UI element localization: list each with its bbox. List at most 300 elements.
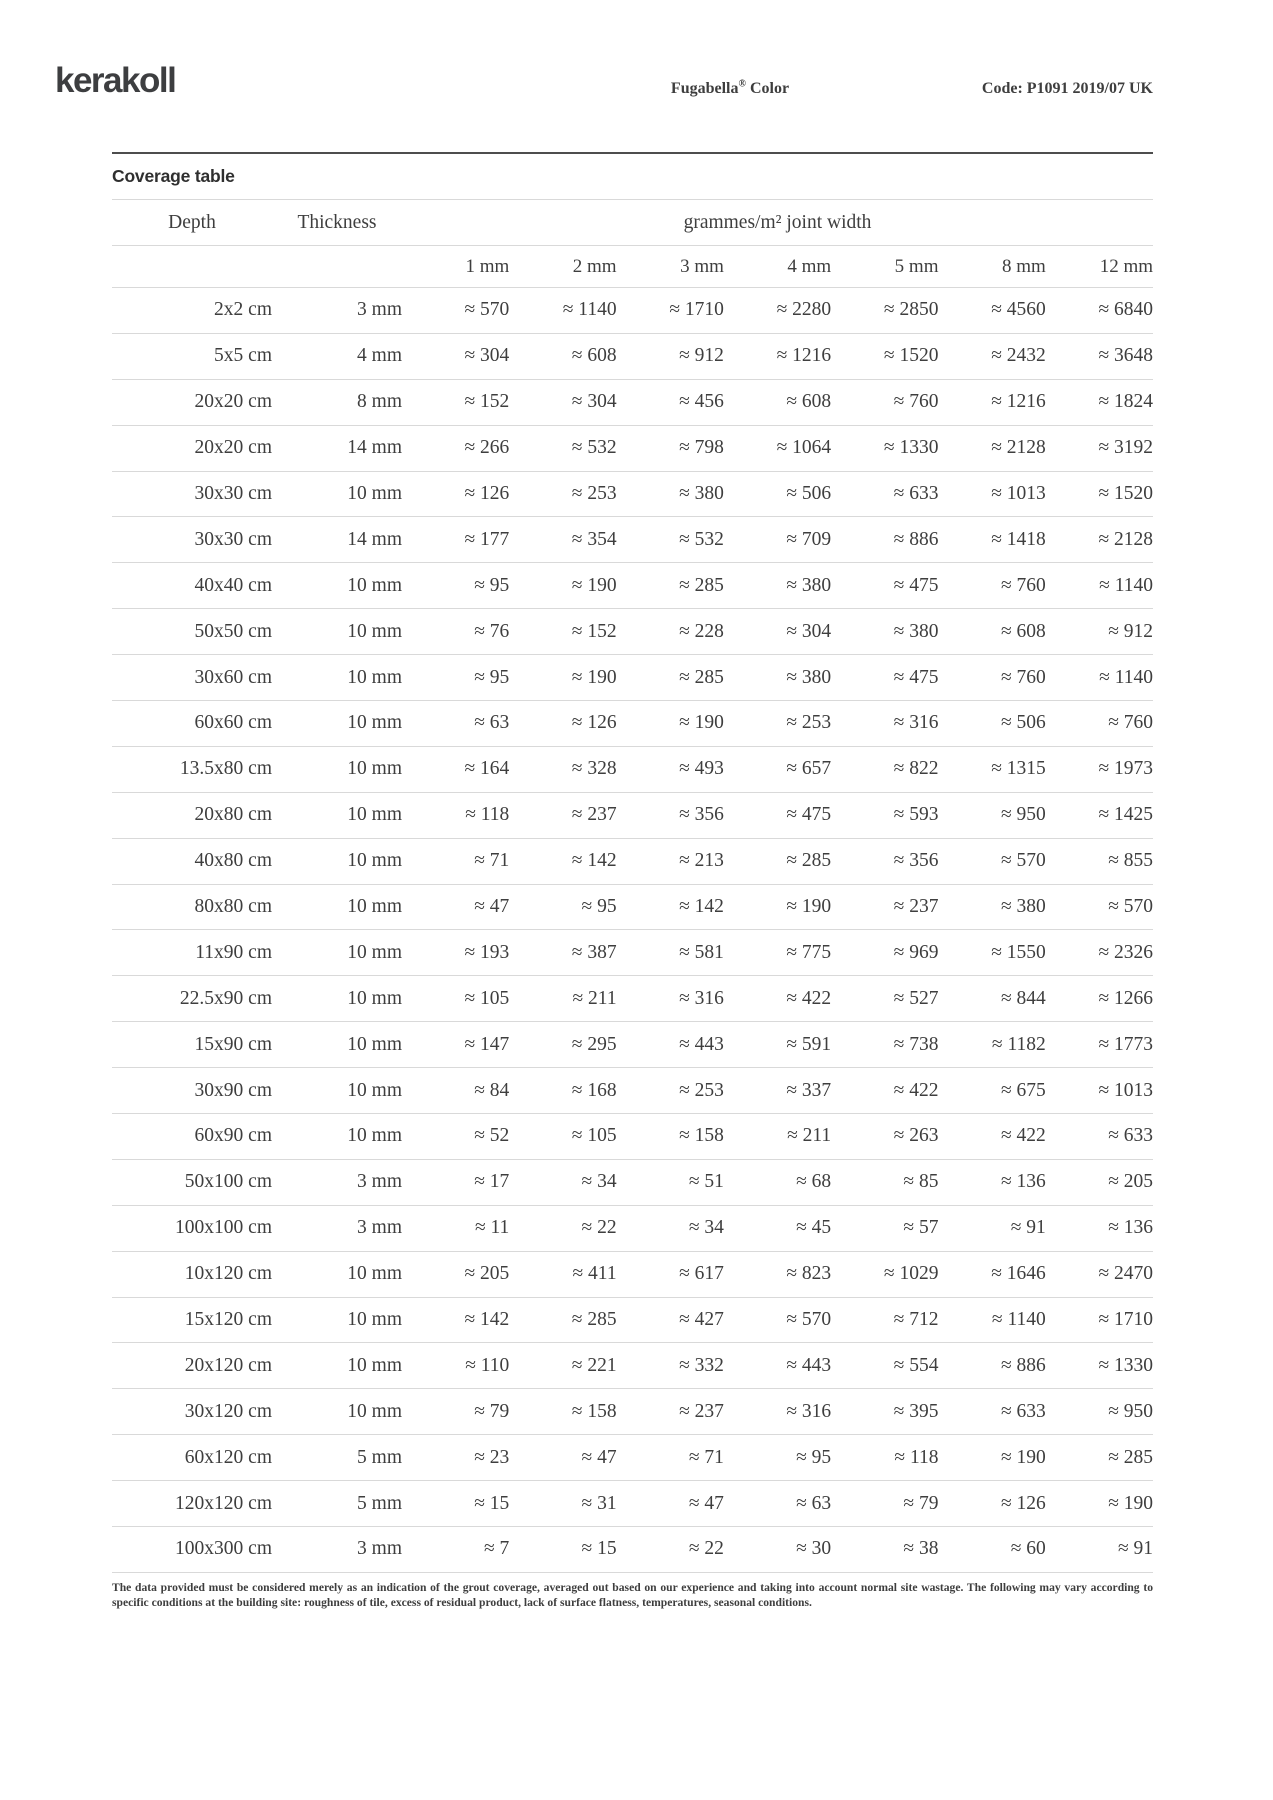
coverage-table <box>112 200 1153 1573</box>
coverage-value-cell: ≈ 1550 <box>938 930 1045 976</box>
depth-column-header: Depth <box>112 200 272 246</box>
coverage-value-cell: ≈ 285 <box>617 655 724 701</box>
thickness-cell: 3 mm <box>272 288 402 334</box>
depth-cell: 30x120 cm <box>112 1389 272 1435</box>
coverage-value-cell: ≈ 95 <box>402 655 509 701</box>
coverage-value-cell: ≈ 211 <box>724 1114 831 1160</box>
coverage-value-cell: ≈ 79 <box>402 1389 509 1435</box>
table-row <box>112 1022 1153 1068</box>
table-row <box>112 288 1153 334</box>
empty-header-cell <box>112 246 272 288</box>
page-header <box>0 0 1273 130</box>
table-row <box>112 792 1153 838</box>
thickness-column-header: Thickness <box>272 200 402 246</box>
joint-width-header-cell: 2 mm <box>509 246 616 288</box>
coverage-value-cell: ≈ 136 <box>1046 1205 1153 1251</box>
coverage-value-cell: ≈ 1216 <box>938 379 1045 425</box>
coverage-value-cell: ≈ 190 <box>1046 1481 1153 1527</box>
coverage-value-cell: ≈ 3192 <box>1046 425 1153 471</box>
coverage-value-cell: ≈ 228 <box>617 609 724 655</box>
coverage-value-cell: ≈ 1710 <box>617 288 724 334</box>
coverage-value-cell: ≈ 211 <box>509 976 616 1022</box>
depth-cell: 5x5 cm <box>112 333 272 379</box>
coverage-value-cell: ≈ 4560 <box>938 288 1045 334</box>
coverage-value-cell: ≈ 253 <box>509 471 616 517</box>
coverage-value-cell: ≈ 475 <box>831 563 938 609</box>
coverage-value-cell: ≈ 633 <box>831 471 938 517</box>
coverage-value-cell: ≈ 295 <box>509 1022 616 1068</box>
coverage-value-cell: ≈ 118 <box>831 1435 938 1481</box>
coverage-value-cell: ≈ 45 <box>724 1205 831 1251</box>
table-row <box>112 1068 1153 1114</box>
coverage-value-cell: ≈ 608 <box>509 333 616 379</box>
coverage-value-cell: ≈ 126 <box>509 701 616 747</box>
coverage-value-cell: ≈ 22 <box>509 1205 616 1251</box>
thickness-cell: 10 mm <box>272 1389 402 1435</box>
coverage-value-cell: ≈ 63 <box>724 1481 831 1527</box>
table-row <box>112 471 1153 517</box>
coverage-value-cell: ≈ 1013 <box>1046 1068 1153 1114</box>
coverage-value-cell: ≈ 237 <box>509 792 616 838</box>
depth-cell: 22.5x90 cm <box>112 976 272 1022</box>
coverage-value-cell: ≈ 253 <box>617 1068 724 1114</box>
coverage-value-cell: ≈ 506 <box>938 701 1045 747</box>
coverage-value-cell: ≈ 91 <box>938 1205 1045 1251</box>
coverage-value-cell: ≈ 738 <box>831 1022 938 1068</box>
depth-cell: 15x90 cm <box>112 1022 272 1068</box>
coverage-value-cell: ≈ 380 <box>724 563 831 609</box>
coverage-value-cell: ≈ 1425 <box>1046 792 1153 838</box>
coverage-value-cell: ≈ 110 <box>402 1343 509 1389</box>
depth-cell: 20x120 cm <box>112 1343 272 1389</box>
depth-cell: 120x120 cm <box>112 1481 272 1527</box>
coverage-value-cell: ≈ 950 <box>1046 1389 1153 1435</box>
coverage-value-cell: ≈ 456 <box>617 379 724 425</box>
coverage-value-cell: ≈ 443 <box>617 1022 724 1068</box>
depth-cell: 60x90 cm <box>112 1114 272 1160</box>
coverage-value-cell: ≈ 2280 <box>724 288 831 334</box>
joint-width-header-cell: 5 mm <box>831 246 938 288</box>
depth-cell: 60x120 cm <box>112 1435 272 1481</box>
coverage-value-cell: ≈ 190 <box>509 655 616 701</box>
coverage-value-cell: ≈ 76 <box>402 609 509 655</box>
coverage-value-cell: ≈ 912 <box>1046 609 1153 655</box>
coverage-value-cell: ≈ 380 <box>617 471 724 517</box>
coverage-value-cell: ≈ 332 <box>617 1343 724 1389</box>
coverage-value-cell: ≈ 57 <box>831 1205 938 1251</box>
coverage-value-cell: ≈ 193 <box>402 930 509 976</box>
coverage-value-cell: ≈ 147 <box>402 1022 509 1068</box>
coverage-value-cell: ≈ 570 <box>724 1297 831 1343</box>
coverage-value-cell: ≈ 570 <box>1046 884 1153 930</box>
depth-cell: 11x90 cm <box>112 930 272 976</box>
thickness-cell: 10 mm <box>272 1114 402 1160</box>
coverage-value-cell: ≈ 71 <box>617 1435 724 1481</box>
product-suffix: Color <box>745 80 790 97</box>
coverage-value-cell: ≈ 136 <box>938 1159 1045 1205</box>
coverage-value-cell: ≈ 60 <box>938 1527 1045 1573</box>
thickness-cell: 8 mm <box>272 379 402 425</box>
coverage-value-cell: ≈ 950 <box>938 792 1045 838</box>
depth-cell: 20x80 cm <box>112 792 272 838</box>
coverage-value-cell: ≈ 52 <box>402 1114 509 1160</box>
coverage-value-cell: ≈ 712 <box>831 1297 938 1343</box>
coverage-value-cell: ≈ 387 <box>509 930 616 976</box>
coverage-value-cell: ≈ 1418 <box>938 517 1045 563</box>
coverage-value-cell: ≈ 886 <box>831 517 938 563</box>
depth-cell: 10x120 cm <box>112 1251 272 1297</box>
coverage-value-cell: ≈ 6840 <box>1046 288 1153 334</box>
coverage-value-cell: ≈ 1013 <box>938 471 1045 517</box>
depth-cell: 60x60 cm <box>112 701 272 747</box>
coverage-value-cell: ≈ 1140 <box>938 1297 1045 1343</box>
thickness-cell: 10 mm <box>272 471 402 517</box>
coverage-value-cell: ≈ 422 <box>831 1068 938 1114</box>
coverage-value-cell: ≈ 71 <box>402 838 509 884</box>
depth-cell: 30x60 cm <box>112 655 272 701</box>
coverage-value-cell: ≈ 532 <box>509 425 616 471</box>
kerakoll-logo: kerakoll <box>55 61 176 100</box>
coverage-value-cell: ≈ 570 <box>402 288 509 334</box>
coverage-value-cell: ≈ 304 <box>724 609 831 655</box>
coverage-value-cell: ≈ 657 <box>724 746 831 792</box>
coverage-value-cell: ≈ 760 <box>938 655 1045 701</box>
table-row <box>112 1343 1153 1389</box>
joint-width-header-cell: 8 mm <box>938 246 1045 288</box>
coverage-value-cell: ≈ 23 <box>402 1435 509 1481</box>
coverage-value-cell: ≈ 633 <box>938 1389 1045 1435</box>
depth-cell: 30x30 cm <box>112 471 272 517</box>
coverage-value-cell: ≈ 328 <box>509 746 616 792</box>
coverage-value-cell: ≈ 969 <box>831 930 938 976</box>
coverage-value-cell: ≈ 1330 <box>831 425 938 471</box>
coverage-value-cell: ≈ 1520 <box>831 333 938 379</box>
coverage-value-cell: ≈ 760 <box>831 379 938 425</box>
coverage-value-cell: ≈ 158 <box>509 1389 616 1435</box>
coverage-value-cell: ≈ 253 <box>724 701 831 747</box>
coverage-value-cell: ≈ 1315 <box>938 746 1045 792</box>
coverage-value-cell: ≈ 95 <box>402 563 509 609</box>
coverage-value-cell: ≈ 395 <box>831 1389 938 1435</box>
coverage-value-cell: ≈ 47 <box>402 884 509 930</box>
coverage-value-cell: ≈ 822 <box>831 746 938 792</box>
thickness-cell: 10 mm <box>272 563 402 609</box>
coverage-value-cell: ≈ 205 <box>402 1251 509 1297</box>
table-row <box>112 701 1153 747</box>
coverage-value-cell: ≈ 775 <box>724 930 831 976</box>
table-row <box>112 930 1153 976</box>
coverage-value-cell: ≈ 506 <box>724 471 831 517</box>
coverage-value-cell: ≈ 380 <box>831 609 938 655</box>
coverage-value-cell: ≈ 142 <box>402 1297 509 1343</box>
coverage-value-cell: ≈ 105 <box>402 976 509 1022</box>
coverage-value-cell: ≈ 411 <box>509 1251 616 1297</box>
coverage-value-cell: ≈ 30 <box>724 1527 831 1573</box>
coverage-value-cell: ≈ 164 <box>402 746 509 792</box>
thickness-cell: 5 mm <box>272 1435 402 1481</box>
coverage-value-cell: ≈ 581 <box>617 930 724 976</box>
table-row <box>112 425 1153 471</box>
coverage-value-cell: ≈ 263 <box>831 1114 938 1160</box>
coverage-value-cell: ≈ 304 <box>402 333 509 379</box>
thickness-cell: 3 mm <box>272 1205 402 1251</box>
depth-cell: 40x40 cm <box>112 563 272 609</box>
coverage-value-cell: ≈ 190 <box>724 884 831 930</box>
coverage-value-cell: ≈ 617 <box>617 1251 724 1297</box>
thickness-cell: 10 mm <box>272 884 402 930</box>
coverage-value-cell: ≈ 1710 <box>1046 1297 1153 1343</box>
coverage-value-cell: ≈ 142 <box>617 884 724 930</box>
thickness-cell: 4 mm <box>272 333 402 379</box>
depth-cell: 50x50 cm <box>112 609 272 655</box>
coverage-value-cell: ≈ 85 <box>831 1159 938 1205</box>
depth-cell: 50x100 cm <box>112 1159 272 1205</box>
coverage-value-cell: ≈ 285 <box>724 838 831 884</box>
depth-cell: 100x100 cm <box>112 1205 272 1251</box>
coverage-value-cell: ≈ 2128 <box>1046 517 1153 563</box>
thickness-cell: 10 mm <box>272 792 402 838</box>
coverage-value-cell: ≈ 79 <box>831 1481 938 1527</box>
coverage-value-cell: ≈ 886 <box>938 1343 1045 1389</box>
empty-header-cell <box>272 246 402 288</box>
coverage-value-cell: ≈ 168 <box>509 1068 616 1114</box>
coverage-value-cell: ≈ 95 <box>509 884 616 930</box>
table-row <box>112 1389 1153 1435</box>
depth-cell: 30x30 cm <box>112 517 272 563</box>
coverage-value-cell: ≈ 2128 <box>938 425 1045 471</box>
registered-mark: ® <box>738 78 746 90</box>
coverage-value-cell: ≈ 15 <box>509 1527 616 1573</box>
coverage-value-cell: ≈ 337 <box>724 1068 831 1114</box>
joint-width-header-cell: 12 mm <box>1046 246 1153 288</box>
coverage-table-head <box>112 200 1153 288</box>
coverage-value-cell: ≈ 304 <box>509 379 616 425</box>
thickness-cell: 14 mm <box>272 425 402 471</box>
coverage-value-cell: ≈ 105 <box>509 1114 616 1160</box>
coverage-value-cell: ≈ 237 <box>831 884 938 930</box>
coverage-value-cell: ≈ 855 <box>1046 838 1153 884</box>
coverage-value-cell: ≈ 554 <box>831 1343 938 1389</box>
coverage-value-cell: ≈ 844 <box>938 976 1045 1022</box>
table-row <box>112 1159 1153 1205</box>
coverage-value-cell: ≈ 3648 <box>1046 333 1153 379</box>
coverage-value-cell: ≈ 118 <box>402 792 509 838</box>
coverage-value-cell: ≈ 190 <box>509 563 616 609</box>
coverage-value-cell: ≈ 1140 <box>1046 563 1153 609</box>
coverage-value-cell: ≈ 285 <box>1046 1435 1153 1481</box>
coverage-value-cell: ≈ 591 <box>724 1022 831 1068</box>
coverage-value-cell: ≈ 1029 <box>831 1251 938 1297</box>
coverage-value-cell: ≈ 1140 <box>509 288 616 334</box>
group-header-row <box>112 200 1153 246</box>
coverage-value-cell: ≈ 38 <box>831 1527 938 1573</box>
coverage-value-cell: ≈ 760 <box>938 563 1045 609</box>
table-row <box>112 333 1153 379</box>
coverage-value-cell: ≈ 126 <box>938 1481 1045 1527</box>
coverage-value-cell: ≈ 285 <box>509 1297 616 1343</box>
coverage-value-cell: ≈ 570 <box>938 838 1045 884</box>
coverage-value-cell: ≈ 152 <box>402 379 509 425</box>
depth-cell: 30x90 cm <box>112 1068 272 1114</box>
thickness-cell: 10 mm <box>272 655 402 701</box>
coverage-value-cell: ≈ 633 <box>1046 1114 1153 1160</box>
document-code: Code: P1091 2019/07 UK <box>981 80 1153 97</box>
joint-width-header-cell: 3 mm <box>617 246 724 288</box>
table-row <box>112 884 1153 930</box>
coverage-value-cell: ≈ 152 <box>509 609 616 655</box>
coverage-value-cell: ≈ 34 <box>509 1159 616 1205</box>
coverage-value-cell: ≈ 1330 <box>1046 1343 1153 1389</box>
coverage-value-cell: ≈ 1064 <box>724 425 831 471</box>
depth-cell: 2x2 cm <box>112 288 272 334</box>
coverage-value-cell: ≈ 475 <box>831 655 938 701</box>
coverage-value-cell: ≈ 15 <box>402 1481 509 1527</box>
footnote: The data provided must be considered merely as an indication of the grout coverage, averaged out based on our experience and taking into account normal site wastage. The following may vary according to specific conditions at the building site: roughness of tile, excess of residual product, lack of surface flatness, temperatures, seasonal conditions. <box>112 1580 1153 1609</box>
thickness-cell: 10 mm <box>272 701 402 747</box>
coverage-value-cell: ≈ 422 <box>724 976 831 1022</box>
coverage-value-cell: ≈ 68 <box>724 1159 831 1205</box>
thickness-cell: 14 mm <box>272 517 402 563</box>
coverage-value-cell: ≈ 213 <box>617 838 724 884</box>
coverage-value-cell: ≈ 823 <box>724 1251 831 1297</box>
coverage-value-cell: ≈ 142 <box>509 838 616 884</box>
coverage-value-cell: ≈ 221 <box>509 1343 616 1389</box>
coverage-value-cell: ≈ 709 <box>724 517 831 563</box>
coverage-value-cell: ≈ 7 <box>402 1527 509 1573</box>
coverage-value-cell: ≈ 1182 <box>938 1022 1045 1068</box>
coverage-value-cell: ≈ 527 <box>831 976 938 1022</box>
coverage-value-cell: ≈ 493 <box>617 746 724 792</box>
depth-cell: 100x300 cm <box>112 1527 272 1573</box>
table-title: Coverage table <box>112 152 1153 200</box>
coverage-value-cell: ≈ 126 <box>402 471 509 517</box>
coverage-value-cell: ≈ 316 <box>831 701 938 747</box>
table-row <box>112 655 1153 701</box>
table-row <box>112 1205 1153 1251</box>
table-row <box>112 1435 1153 1481</box>
coverage-value-cell: ≈ 63 <box>402 701 509 747</box>
coverage-value-cell: ≈ 1824 <box>1046 379 1153 425</box>
coverage-value-cell: ≈ 316 <box>724 1389 831 1435</box>
coverage-value-cell: ≈ 593 <box>831 792 938 838</box>
thickness-cell: 3 mm <box>272 1527 402 1573</box>
thickness-cell: 10 mm <box>272 930 402 976</box>
thickness-cell: 10 mm <box>272 746 402 792</box>
coverage-value-cell: ≈ 1973 <box>1046 746 1153 792</box>
thickness-cell: 10 mm <box>272 1251 402 1297</box>
coverage-table-body <box>112 288 1153 1573</box>
coverage-value-cell: ≈ 190 <box>617 701 724 747</box>
coverage-value-cell: ≈ 2850 <box>831 288 938 334</box>
table-row <box>112 379 1153 425</box>
table-row <box>112 1251 1153 1297</box>
coverage-value-cell: ≈ 798 <box>617 425 724 471</box>
thickness-cell: 10 mm <box>272 1343 402 1389</box>
table-row <box>112 1114 1153 1160</box>
coverage-value-cell: ≈ 190 <box>938 1435 1045 1481</box>
coverage-value-cell: ≈ 2432 <box>938 333 1045 379</box>
coverage-value-cell: ≈ 95 <box>724 1435 831 1481</box>
joint-width-header-cell: 4 mm <box>724 246 831 288</box>
coverage-value-cell: ≈ 177 <box>402 517 509 563</box>
coverage-section <box>112 152 1153 1610</box>
coverage-value-cell: ≈ 17 <box>402 1159 509 1205</box>
depth-cell: 40x80 cm <box>112 838 272 884</box>
coverage-value-cell: ≈ 205 <box>1046 1159 1153 1205</box>
depth-cell: 20x20 cm <box>112 425 272 471</box>
coverage-value-cell: ≈ 608 <box>724 379 831 425</box>
thickness-cell: 5 mm <box>272 1481 402 1527</box>
joint-width-header-cell: 1 mm <box>402 246 509 288</box>
coverage-value-cell: ≈ 237 <box>617 1389 724 1435</box>
depth-cell: 80x80 cm <box>112 884 272 930</box>
product-name: Fugabella <box>670 80 739 97</box>
thickness-cell: 10 mm <box>272 609 402 655</box>
coverage-value-cell: ≈ 31 <box>509 1481 616 1527</box>
grammes-joint-width-header: grammes/m² joint width <box>402 200 1153 246</box>
coverage-value-cell: ≈ 380 <box>724 655 831 701</box>
coverage-value-cell: ≈ 11 <box>402 1205 509 1251</box>
coverage-value-cell: ≈ 1140 <box>1046 655 1153 701</box>
table-row <box>112 976 1153 1022</box>
table-row <box>112 1481 1153 1527</box>
thickness-cell: 10 mm <box>272 1297 402 1343</box>
coverage-value-cell: ≈ 532 <box>617 517 724 563</box>
depth-cell: 20x20 cm <box>112 379 272 425</box>
coverage-value-cell: ≈ 2470 <box>1046 1251 1153 1297</box>
coverage-value-cell: ≈ 1646 <box>938 1251 1045 1297</box>
coverage-value-cell: ≈ 427 <box>617 1297 724 1343</box>
thickness-cell: 10 mm <box>272 838 402 884</box>
coverage-value-cell: ≈ 91 <box>1046 1527 1153 1573</box>
coverage-value-cell: ≈ 912 <box>617 333 724 379</box>
coverage-value-cell: ≈ 1520 <box>1046 471 1153 517</box>
coverage-value-cell: ≈ 51 <box>617 1159 724 1205</box>
depth-cell: 13.5x80 cm <box>112 746 272 792</box>
depth-cell: 15x120 cm <box>112 1297 272 1343</box>
coverage-value-cell: ≈ 1773 <box>1046 1022 1153 1068</box>
joint-width-header-row <box>112 246 1153 288</box>
coverage-value-cell: ≈ 356 <box>831 838 938 884</box>
coverage-value-cell: ≈ 47 <box>617 1481 724 1527</box>
coverage-value-cell: ≈ 158 <box>617 1114 724 1160</box>
coverage-value-cell: ≈ 675 <box>938 1068 1045 1114</box>
coverage-value-cell: ≈ 22 <box>617 1527 724 1573</box>
thickness-cell: 10 mm <box>272 1022 402 1068</box>
table-row <box>112 1297 1153 1343</box>
coverage-value-cell: ≈ 1216 <box>724 333 831 379</box>
coverage-value-cell: ≈ 422 <box>938 1114 1045 1160</box>
coverage-value-cell: ≈ 266 <box>402 425 509 471</box>
coverage-value-cell: ≈ 2326 <box>1046 930 1153 976</box>
thickness-cell: 10 mm <box>272 1068 402 1114</box>
coverage-value-cell: ≈ 316 <box>617 976 724 1022</box>
coverage-value-cell: ≈ 354 <box>509 517 616 563</box>
table-row <box>112 609 1153 655</box>
coverage-value-cell: ≈ 34 <box>617 1205 724 1251</box>
table-row <box>112 517 1153 563</box>
coverage-value-cell: ≈ 1266 <box>1046 976 1153 1022</box>
coverage-value-cell: ≈ 84 <box>402 1068 509 1114</box>
coverage-value-cell: ≈ 380 <box>938 884 1045 930</box>
coverage-value-cell: ≈ 608 <box>938 609 1045 655</box>
table-row <box>112 1527 1153 1573</box>
table-row <box>112 838 1153 884</box>
thickness-cell: 3 mm <box>272 1159 402 1205</box>
coverage-value-cell: ≈ 285 <box>617 563 724 609</box>
coverage-value-cell: ≈ 47 <box>509 1435 616 1481</box>
table-row <box>112 746 1153 792</box>
